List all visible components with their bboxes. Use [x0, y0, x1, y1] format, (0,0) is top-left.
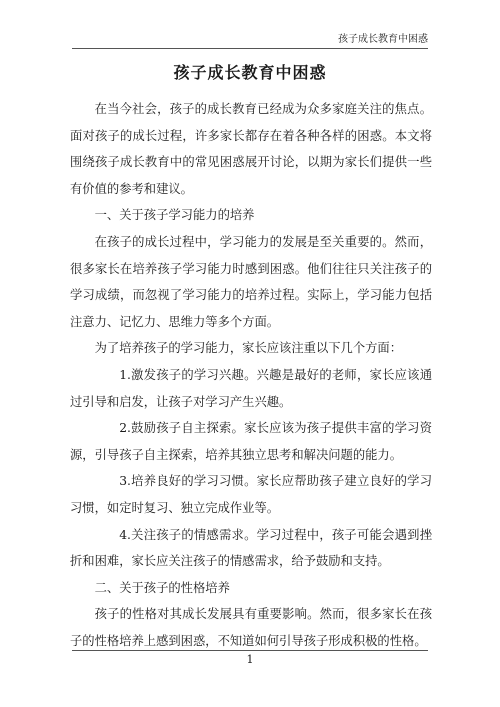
document-body — [70, 96, 432, 654]
footer-divider — [72, 650, 428, 651]
page-number: 1 — [246, 653, 254, 666]
paragraph: 在孩子的成长过程中，学习能力的发展是至关重要的。然而，很多家长在培养孩子学习能力时感到困惑。他们往往只关注孩子的学习成绩，而忽视了学习能力的培养过程。实际上，学习能力包括注意力、记忆力、思维力等多个方面。 — [70, 234, 432, 329]
page-header: 孩子成长教育中困惑 — [72, 30, 428, 49]
paragraph: 孩子的性格对其成长发展具有重要影响。然而，很多家长在孩子的性格培养上感到困惑，不知道如何引导孩子形成积极的性格。 — [70, 607, 432, 648]
list-item: 4.关注孩子的情感需求。学习过程中，孩子可能会遇到挫折和困难，家长应关注孩子的情感需求，给予鼓励和支持。 — [70, 527, 432, 569]
intro-paragraph: 在当今社会，孩子的成长教育已经成为众多家庭关注的焦点。面对孩子的成长过程，许多家长都存在着各种各样的困惑。本文将围绕孩子成长教育中的常见困惑展开讨论，以期为家长们提供一些有价值的参考和建议。 — [70, 102, 432, 196]
section-heading-character: 二、关于孩子的性格培养 — [94, 580, 230, 595]
paragraph: 为了培养孩子的学习能力，家长应该注重以下几个方面： — [94, 341, 403, 356]
section-heading-learning: 一、关于孩子学习能力的培养 — [94, 208, 255, 223]
document-title: 孩子成长教育中困惑 — [173, 63, 327, 82]
list-item: 3.培养良好的学习习惯。家长应帮助孩子建立良好的学习习惯，如定时复习、独立完成作业等。 — [70, 474, 432, 515]
list-item: 1.激发孩子的学习兴趣。兴趣是最好的老师，家长应该通过引导和启发，让孩子对学习产生兴趣。 — [70, 367, 432, 409]
list-item: 2.鼓励孩子自主探索。家长应该为孩子提供丰富的学习资源，引导孩子自主探索，培养其独立思考和解决问题的能力。 — [70, 421, 432, 462]
